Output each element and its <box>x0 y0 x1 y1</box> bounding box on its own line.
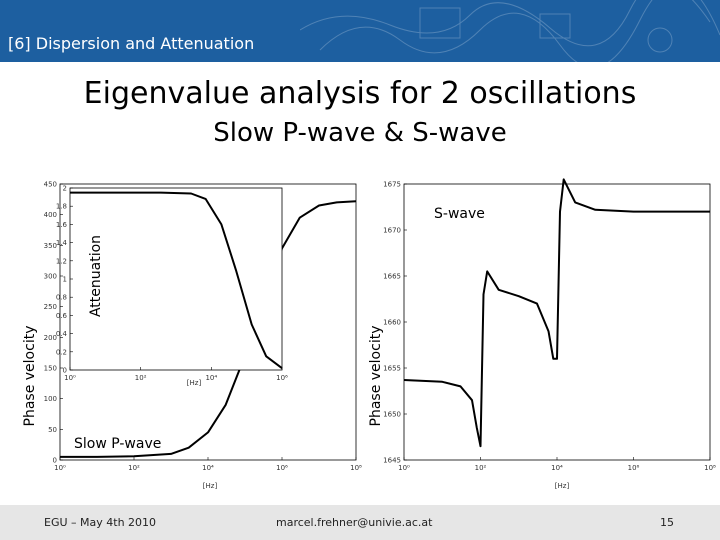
s-wave-chart <box>358 176 718 496</box>
s-wave-xtick-label: 10⁰ <box>398 464 410 472</box>
slow-p-wave-xtick-label: 10⁸ <box>350 464 362 472</box>
attenuation-ytick-label: 1.6 <box>55 220 67 229</box>
slow-p-wave-ytick-label: 50 <box>48 425 57 434</box>
s-wave-ytick-label: 1670 <box>383 226 401 235</box>
slow-p-wave-ytick-label: 100 <box>43 395 57 404</box>
s-wave-ytick-label: 1675 <box>383 180 401 189</box>
attenuation-ytick-label: 1.2 <box>55 257 67 266</box>
s-wave-xtick-label: 10⁶ <box>627 464 640 472</box>
s-wave-ytick-label: 1650 <box>383 410 401 419</box>
footer-event: EGU – May 4th 2010 <box>44 516 157 529</box>
attenuation-ytick-label: 0.2 <box>55 348 67 357</box>
attenuation-inset <box>56 185 288 388</box>
attenuation-xtick-label: 10⁴ <box>205 374 218 382</box>
s-wave-ytick-label: 1655 <box>383 364 401 373</box>
slow-p-wave-xtick-label: 10⁴ <box>202 464 214 472</box>
s-wave-ylabel: Phase velocity <box>368 325 384 427</box>
attenuation-ylabel: Attenuation <box>88 234 104 318</box>
attenuation-ytick-label: 2 <box>62 184 67 193</box>
slow-p-wave-xtick-label: 10² <box>128 464 140 472</box>
slow-p-wave-ytick-label: 250 <box>43 303 57 312</box>
attenuation-ytick-label: 1.8 <box>55 202 67 211</box>
s-wave-ytick-label: 1660 <box>383 318 401 327</box>
attenuation-xtick-label: 10⁰ <box>64 374 76 382</box>
s-wave-ticks <box>383 181 716 473</box>
banner-pattern <box>300 0 720 62</box>
s-wave-xtick-label: 10⁸ <box>704 464 716 472</box>
attenuation-xtick-label: 10² <box>134 374 147 382</box>
s-wave-xlabel: [Hz] <box>554 482 570 490</box>
attenuation-ytick-label: 1 <box>62 275 67 284</box>
attenuation-ytick-label: 0 <box>62 366 67 375</box>
s-wave-ytick-label: 1665 <box>383 272 401 281</box>
slow-p-wave-ytick-label: 200 <box>43 333 57 342</box>
slow-p-wave-ytick-label: 300 <box>43 272 57 281</box>
slow-p-wave-xtick-label: 10⁶ <box>276 464 288 472</box>
slow-p-wave-ytick-label: 350 <box>43 241 57 250</box>
slide-title: Eigenvalue analysis for 2 oscillations <box>83 76 637 111</box>
attenuation-xlabel: [Hz] <box>186 379 202 387</box>
s-wave-annotation: S-wave <box>434 206 485 222</box>
attenuation-ytick-label: 1.4 <box>55 239 67 248</box>
slow-p-wave-ytick-label: 0 <box>52 456 57 465</box>
header-banner <box>0 0 720 62</box>
s-wave-ytick-label: 1645 <box>383 456 401 465</box>
page-number: 15 <box>660 516 674 529</box>
slow-p-wave-xlabel: [Hz] <box>202 482 218 490</box>
attenuation-ytick-label: 0.8 <box>55 293 67 302</box>
attenuation-xtick-label: 10⁶ <box>276 374 288 382</box>
slow-p-wave-ylabel: Phase velocity <box>22 325 38 427</box>
attenuation-ytick-label: 0.4 <box>55 330 67 339</box>
slow-p-wave-ytick-label: 450 <box>43 180 57 189</box>
slow-p-wave-ytick-label: 400 <box>43 211 57 220</box>
slow-p-wave-xtick-label: 10⁰ <box>54 464 66 472</box>
footer-email: marcel.frehner@univie.ac.at <box>276 516 433 529</box>
header-title: [6] Dispersion and Attenuation <box>8 34 255 53</box>
slow-p-wave-ytick-label: 150 <box>43 364 57 373</box>
s-wave-xtick-label: 10² <box>474 464 487 472</box>
s-wave-xtick-label: 10⁴ <box>551 464 563 472</box>
slide-subtitle: Slow P-wave & S-wave <box>213 118 507 148</box>
slow-p-wave-chart <box>14 176 364 496</box>
attenuation-ytick-label: 0.6 <box>55 311 67 320</box>
slow-p-wave-annotation: Slow P-wave <box>74 436 162 452</box>
